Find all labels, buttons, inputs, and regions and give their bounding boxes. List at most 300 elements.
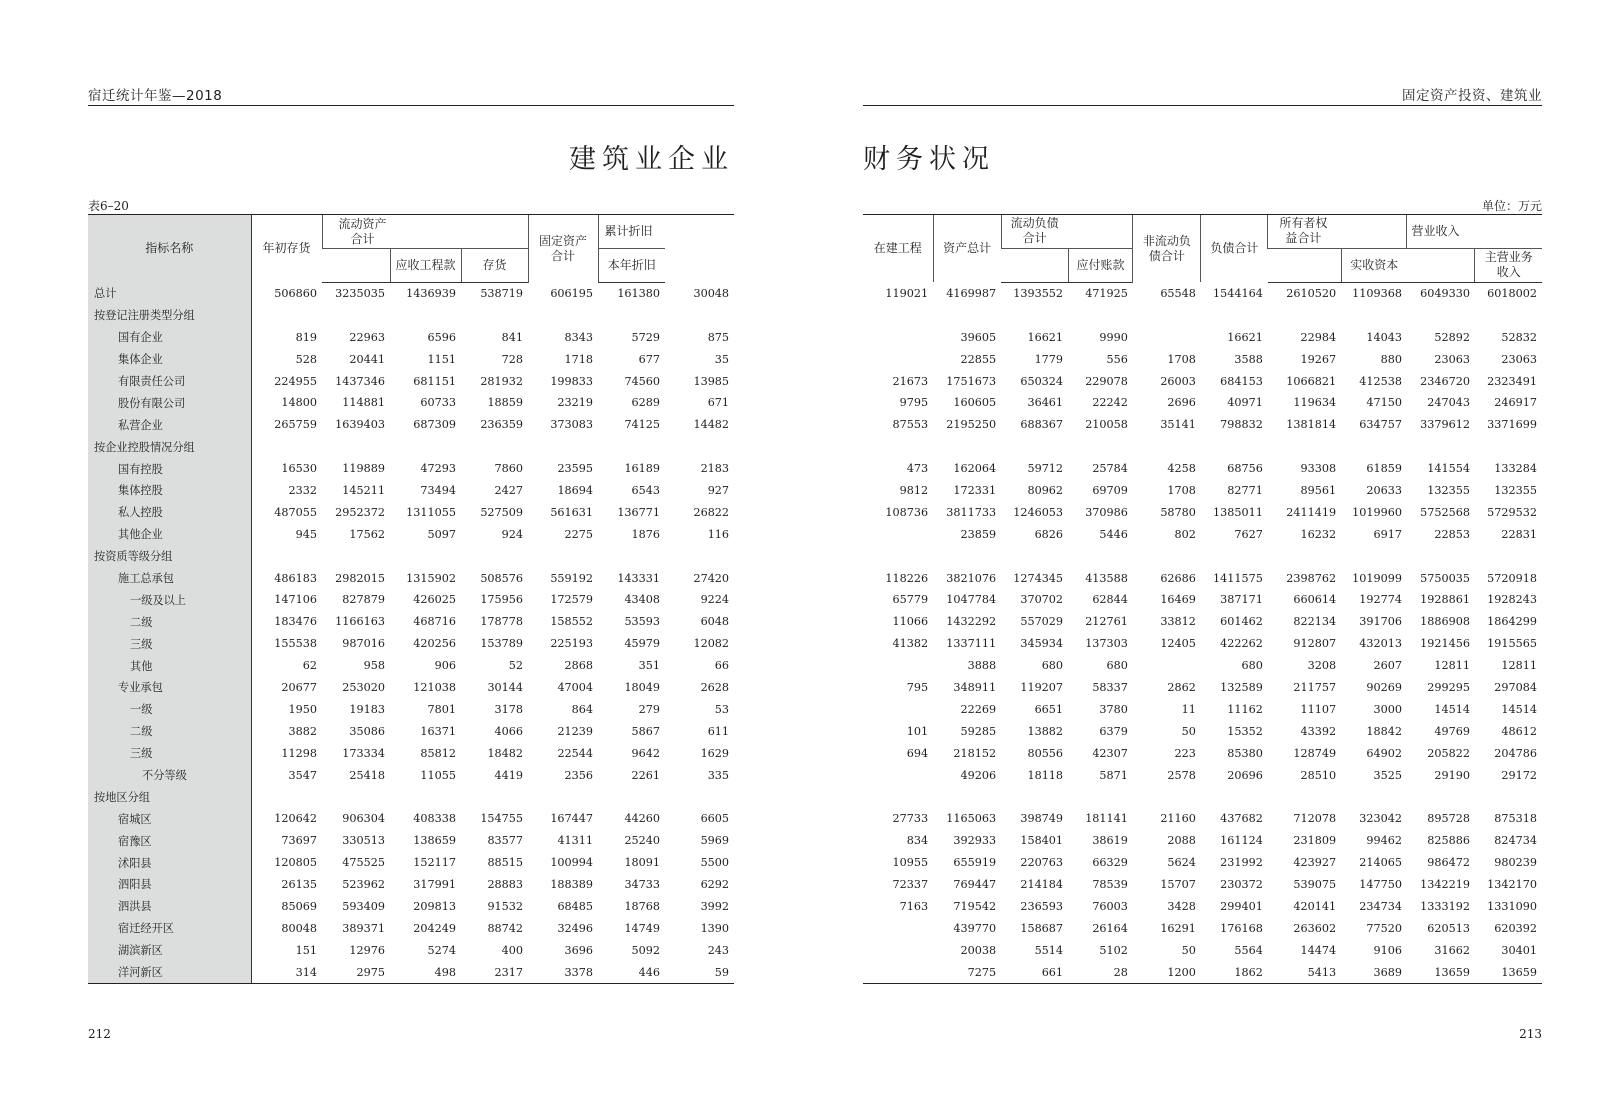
cell-value: 18091 <box>624 856 661 870</box>
table-row <box>863 917 1542 939</box>
cell-value: 3371699 <box>1487 418 1537 432</box>
cell-value: 53593 <box>624 615 661 629</box>
cell-value: 437682 <box>1220 812 1263 826</box>
cell-value <box>863 545 933 567</box>
cell-value: 34733 <box>624 877 661 891</box>
table-row <box>863 392 1542 414</box>
cell-value: 2183 <box>700 462 730 476</box>
header-placeholder <box>322 249 390 283</box>
cell-value: 49206 <box>960 768 997 782</box>
header-cip: 在建工程 <box>863 215 933 283</box>
table-row <box>88 742 734 764</box>
table-row <box>88 414 734 436</box>
cell-value: 6605 <box>700 812 730 826</box>
cell-value: 243 <box>707 943 730 957</box>
cell-value: 2275 <box>564 527 594 541</box>
cell-value: 178778 <box>480 615 524 629</box>
cell-value <box>322 304 390 326</box>
cell-value: 1432292 <box>946 615 997 629</box>
cell-value: 819 <box>295 330 317 344</box>
cell-value: 82771 <box>1227 483 1263 497</box>
cell-value <box>933 304 1001 326</box>
cell-value: 6292 <box>700 877 730 891</box>
cell-value <box>390 786 461 808</box>
cell-value <box>1201 786 1268 808</box>
row-label: 私人控股 <box>88 501 251 523</box>
cell-value: 151 <box>295 943 317 957</box>
table-row <box>863 720 1542 742</box>
row-label: 宿豫区 <box>88 830 251 852</box>
cell-value: 2696 <box>1167 396 1196 410</box>
cell-value: 1200 <box>1133 961 1201 983</box>
cell-value: 1331090 <box>1487 899 1537 913</box>
cell-value: 22963 <box>349 330 385 344</box>
cell-value: 14749 <box>624 921 661 935</box>
cell-value <box>251 304 322 326</box>
cell-value <box>390 436 461 458</box>
cell-value: 12082 <box>693 637 730 651</box>
cell-value: 1047784 <box>946 593 997 607</box>
cell-value: 2261 <box>631 768 661 782</box>
cell-value <box>251 786 322 808</box>
cell-value <box>1133 436 1201 458</box>
table-row <box>863 370 1542 392</box>
cell-value: 13985 <box>693 374 730 388</box>
cell-value: 132355 <box>1494 483 1537 497</box>
cell-value: 147750 <box>1359 877 1402 891</box>
cell-value: 133284 <box>1494 462 1537 476</box>
cell-value: 561631 <box>550 505 594 519</box>
cell-value: 158687 <box>1020 921 1064 935</box>
cell-value: 101 <box>906 724 929 738</box>
cell-value: 49769 <box>1434 724 1470 738</box>
row-label: 洋河新区 <box>88 961 251 983</box>
cell-value: 299295 <box>1427 680 1470 694</box>
row-label: 二级 <box>88 611 251 633</box>
cell-value: 370986 <box>1085 505 1128 519</box>
cell-value: 335 <box>707 768 730 782</box>
cell-value: 43392 <box>1300 724 1337 738</box>
cell-value: 220763 <box>1020 856 1064 870</box>
cell-value: 14474 <box>1300 943 1337 957</box>
table-row <box>863 852 1542 874</box>
cell-value: 89561 <box>1300 483 1337 497</box>
cell-value: 16371 <box>420 724 456 738</box>
row-label: 有限责任公司 <box>88 370 251 392</box>
cell-value: 5446 <box>1099 527 1128 541</box>
cell-value <box>251 436 322 458</box>
cell-value: 22855 <box>960 352 997 366</box>
table-row <box>88 720 734 742</box>
cell-value: 1864299 <box>1487 615 1537 629</box>
cell-value: 2607 <box>1373 659 1402 673</box>
cell-value: 880 <box>1380 352 1402 366</box>
cell-value <box>1133 304 1201 326</box>
cell-value: 684153 <box>1220 374 1263 388</box>
cell-value: 120805 <box>274 856 317 870</box>
table-row <box>863 633 1542 655</box>
cell-value: 2427 <box>494 483 524 497</box>
cell-value: 795 <box>906 680 929 694</box>
cell-value: 138659 <box>413 834 456 848</box>
row-label: 股份有限公司 <box>88 392 251 414</box>
cell-value: 30401 <box>1501 943 1537 957</box>
table-row <box>88 501 734 523</box>
unit-label: 单位：万元 <box>1481 199 1542 213</box>
cell-value: 25418 <box>349 768 385 782</box>
cell-value <box>1475 786 1542 808</box>
cell-value: 31662 <box>1434 943 1470 957</box>
cell-value: 128749 <box>1293 746 1337 760</box>
cell-value: 1436939 <box>406 286 456 300</box>
cell-value: 9224 <box>700 593 730 607</box>
cell-value <box>1407 545 1475 567</box>
cell-value: 21239 <box>557 724 594 738</box>
cell-value: 528 <box>295 352 317 366</box>
cell-value: 162064 <box>953 462 997 476</box>
cell-value: 62686 <box>1160 571 1196 585</box>
table-row <box>863 742 1542 764</box>
cell-value: 2398762 <box>1286 571 1337 585</box>
table-row <box>863 895 1542 917</box>
cell-value: 413588 <box>1085 571 1128 585</box>
cell-value: 20677 <box>281 680 317 694</box>
cell-value: 7860 <box>494 462 524 476</box>
cell-value <box>1341 786 1407 808</box>
cell-value: 223 <box>1174 746 1196 760</box>
row-label: 不分等级 <box>88 764 251 786</box>
cell-value: 3588 <box>1234 352 1263 366</box>
cell-value: 719542 <box>953 899 997 913</box>
cell-value <box>863 326 933 348</box>
cell-value: 1751673 <box>946 374 997 388</box>
cell-value: 420141 <box>1293 899 1337 913</box>
cell-value <box>598 786 665 808</box>
header-equity: 所有者权 益合计 <box>1268 215 1407 249</box>
cell-value <box>1268 304 1341 326</box>
row-label: 施工总承包 <box>88 567 251 589</box>
cell-value: 9795 <box>899 396 929 410</box>
table-number: 表6–20 <box>88 199 129 213</box>
cell-value: 16621 <box>1227 330 1263 344</box>
cell-value: 1315902 <box>406 571 456 585</box>
row-label: 沭阳县 <box>88 852 251 874</box>
table-row <box>88 304 734 326</box>
cell-value: 895728 <box>1427 812 1470 826</box>
cell-value: 2628 <box>700 680 730 694</box>
table-row <box>88 698 734 720</box>
cell-value: 218152 <box>953 746 997 760</box>
cell-value <box>1268 436 1341 458</box>
table-row <box>863 655 1542 677</box>
cell-value: 68485 <box>557 899 594 913</box>
cell-value <box>863 939 933 961</box>
cell-value: 539075 <box>1293 877 1337 891</box>
cell-value: 74560 <box>624 374 661 388</box>
cell-value: 19183 <box>349 702 385 716</box>
cell-value <box>1268 545 1341 567</box>
cell-value: 798832 <box>1220 418 1263 432</box>
cell-value: 116 <box>707 527 730 541</box>
cell-value: 85069 <box>281 899 317 913</box>
table-row <box>863 874 1542 896</box>
cell-value: 6379 <box>1099 724 1128 738</box>
cell-value: 2317 <box>461 961 528 983</box>
cell-value: 802 <box>1174 527 1196 541</box>
table-row <box>863 348 1542 370</box>
cell-value: 209813 <box>413 899 456 913</box>
cell-value: 7627 <box>1234 527 1263 541</box>
cell-value: 601462 <box>1220 615 1263 629</box>
cell-value <box>461 304 528 326</box>
cell-value: 2411419 <box>1286 505 1337 519</box>
cell-value: 3888 <box>967 659 997 673</box>
cell-value <box>322 436 390 458</box>
cell-value: 18768 <box>624 899 661 913</box>
cell-value <box>1341 304 1407 326</box>
cell-value: 486183 <box>274 571 317 585</box>
header-placeholder-3 <box>1268 248 1341 282</box>
cell-value: 680 <box>1241 659 1263 673</box>
cell-value <box>322 545 390 567</box>
cell-value: 15707 <box>1160 877 1196 891</box>
cell-value: 2975 <box>322 961 390 983</box>
cell-value: 246917 <box>1494 396 1537 410</box>
cell-value: 9642 <box>631 746 661 760</box>
cell-value: 1165063 <box>946 812 997 826</box>
cell-value: 11107 <box>1300 702 1337 716</box>
cell-value: 68756 <box>1227 462 1263 476</box>
header-revenue: 营业收入 <box>1407 215 1542 249</box>
cell-value: 53 <box>714 702 730 716</box>
cell-value: 5750035 <box>1420 571 1470 585</box>
cell-value: 119207 <box>1020 680 1064 694</box>
cell-value: 2195250 <box>946 418 997 432</box>
cell-value: 980239 <box>1494 856 1537 870</box>
cell-value: 29172 <box>1501 768 1537 782</box>
header-current-liab: 流动负债 合计 <box>1001 215 1133 249</box>
cell-value <box>1133 655 1201 677</box>
cell-value: 173334 <box>342 746 385 760</box>
cell-value <box>1068 304 1133 326</box>
cell-value: 1950 <box>288 702 317 716</box>
cell-value <box>1001 786 1068 808</box>
table-row <box>863 282 1542 304</box>
cell-value: 80962 <box>1027 483 1064 497</box>
cell-value: 26164 <box>1092 921 1128 935</box>
cell-value: 4066 <box>494 724 524 738</box>
table-row <box>863 414 1542 436</box>
running-head-left: 宿迁统计年鉴—2018 <box>88 88 223 104</box>
cell-value: 2332 <box>288 483 317 497</box>
cell-value: 225193 <box>550 637 594 651</box>
cell-value: 52832 <box>1501 330 1537 344</box>
cell-value: 11298 <box>281 746 317 760</box>
cell-value: 47293 <box>420 462 456 476</box>
table-row <box>88 808 734 830</box>
cell-value: 205822 <box>1427 746 1470 760</box>
table-row <box>88 282 734 304</box>
header-payable: 应付账款 <box>1068 248 1133 282</box>
cell-value: 16189 <box>624 462 661 476</box>
cell-value <box>390 545 461 567</box>
cell-value: 422262 <box>1220 637 1263 651</box>
cell-value: 5274 <box>427 943 456 957</box>
cell-value: 88742 <box>487 921 524 935</box>
cell-value: 59712 <box>1027 462 1064 476</box>
table-row <box>88 874 734 896</box>
cell-value: 80556 <box>1027 746 1064 760</box>
cell-value: 59285 <box>960 724 997 738</box>
page-title-right: 财务状况 <box>863 144 995 175</box>
cell-value <box>1341 545 1407 567</box>
cell-value: 5564 <box>1234 943 1263 957</box>
cell-value: 987016 <box>342 637 385 651</box>
cell-value: 687309 <box>413 418 456 432</box>
table-row <box>863 523 1542 545</box>
row-label: 宿迁经开区 <box>88 917 251 939</box>
cell-value <box>863 786 933 808</box>
cell-value: 3378 <box>528 961 598 983</box>
cell-value: 906 <box>434 659 456 673</box>
cell-value: 58780 <box>1160 505 1196 519</box>
cell-value: 5624 <box>1167 856 1196 870</box>
cell-value: 1311055 <box>406 505 456 519</box>
cell-value: 3882 <box>288 724 317 738</box>
cell-value: 6048 <box>700 615 730 629</box>
cell-value: 677 <box>638 352 661 366</box>
cell-value: 314 <box>251 961 322 983</box>
cell-value: 1708 <box>1167 483 1196 497</box>
cell-value: 137303 <box>1085 637 1128 651</box>
cell-value: 559192 <box>550 571 594 585</box>
cell-value: 650324 <box>1020 374 1064 388</box>
cell-value: 236359 <box>480 418 524 432</box>
cell-value: 183476 <box>274 615 317 629</box>
cell-value: 593409 <box>342 899 385 913</box>
row-label: 按地区分组 <box>88 786 251 808</box>
table-row <box>88 786 734 808</box>
cell-value: 19267 <box>1300 352 1337 366</box>
row-label: 国有控股 <box>88 458 251 480</box>
cell-value: 76003 <box>1092 899 1128 913</box>
cell-value: 671 <box>707 396 730 410</box>
row-label: 一级及以上 <box>88 589 251 611</box>
cell-value: 172331 <box>953 483 997 497</box>
cell-value: 25784 <box>1092 462 1128 476</box>
cell-value: 4419 <box>494 768 524 782</box>
cell-value: 7801 <box>427 702 456 716</box>
cell-value: 387171 <box>1220 593 1263 607</box>
cell-value: 231992 <box>1220 856 1263 870</box>
cell-value: 3428 <box>1167 899 1196 913</box>
cell-value: 73494 <box>420 483 456 497</box>
cell-value: 212761 <box>1085 615 1128 629</box>
cell-value: 30144 <box>487 680 524 694</box>
cell-value: 297084 <box>1494 680 1537 694</box>
cell-value: 77520 <box>1366 921 1402 935</box>
cell-value: 824734 <box>1494 834 1537 848</box>
cell-value: 20696 <box>1227 768 1263 782</box>
page-number-right: 213 <box>1519 1027 1542 1041</box>
cell-value: 160605 <box>953 396 997 410</box>
table-row <box>88 917 734 939</box>
cell-value: 12976 <box>349 943 385 957</box>
table-row <box>863 611 1542 633</box>
cell-value: 18482 <box>487 746 524 760</box>
cell-value: 136771 <box>617 505 661 519</box>
cell-value: 65548 <box>1160 286 1196 300</box>
cell-value: 22831 <box>1501 527 1537 541</box>
page-number-left: 212 <box>88 1027 111 1041</box>
cell-value: 52 <box>508 659 524 673</box>
header-main-revenue: 主营业务 收入 <box>1475 248 1542 282</box>
cell-value: 8343 <box>564 330 594 344</box>
cell-value: 119021 <box>885 286 929 300</box>
cell-value: 475525 <box>342 856 385 870</box>
cell-value: 41311 <box>557 834 594 848</box>
cell-value: 3525 <box>1373 768 1402 782</box>
cell-value: 18694 <box>557 483 594 497</box>
cell-value: 5097 <box>427 527 456 541</box>
cell-value: 204249 <box>413 921 456 935</box>
cell-value <box>863 304 933 326</box>
cell-value: 210058 <box>1085 418 1128 432</box>
cell-value: 36461 <box>1027 396 1064 410</box>
table-row <box>863 589 1542 611</box>
cell-value: 3992 <box>700 899 730 913</box>
cell-value: 230372 <box>1220 877 1263 891</box>
table-row <box>88 436 734 458</box>
cell-value: 50 <box>1181 943 1196 957</box>
cell-value: 506860 <box>274 286 317 300</box>
cell-value: 23595 <box>557 462 594 476</box>
cell-value: 5102 <box>1099 943 1128 957</box>
row-label: 总计 <box>88 282 251 304</box>
cell-value: 40971 <box>1227 396 1263 410</box>
cell-value: 986472 <box>1427 856 1470 870</box>
cell-value: 1928243 <box>1487 593 1537 607</box>
cell-value: 1274345 <box>1013 571 1064 585</box>
cell-value: 1928861 <box>1420 593 1470 607</box>
cell-value <box>1407 786 1475 808</box>
cell-value: 538719 <box>480 286 524 300</box>
cell-value: 6543 <box>631 483 661 497</box>
cell-value: 2346720 <box>1420 374 1470 388</box>
cell-value: 2610520 <box>1286 286 1337 300</box>
cell-value <box>665 304 734 326</box>
cell-value: 875318 <box>1494 812 1537 826</box>
cell-value: 1246053 <box>1013 505 1064 519</box>
cell-value <box>1001 545 1068 567</box>
cell-value: 234734 <box>1359 899 1402 913</box>
cell-value: 4258 <box>1167 462 1196 476</box>
table-row <box>863 326 1542 348</box>
cell-value: 6826 <box>1034 527 1064 541</box>
cell-value: 64902 <box>1366 746 1402 760</box>
cell-value: 712078 <box>1293 812 1337 826</box>
cell-value: 5867 <box>631 724 661 738</box>
cell-value: 6917 <box>1373 527 1402 541</box>
cell-value: 20038 <box>960 943 997 957</box>
cell-value: 83577 <box>487 834 524 848</box>
cell-value: 769447 <box>953 877 997 891</box>
cell-value: 23063 <box>1501 352 1537 366</box>
cell-value: 158401 <box>1020 834 1064 848</box>
cell-value: 392933 <box>953 834 997 848</box>
cell-value: 728 <box>501 352 524 366</box>
cell-value: 345934 <box>1020 637 1064 651</box>
